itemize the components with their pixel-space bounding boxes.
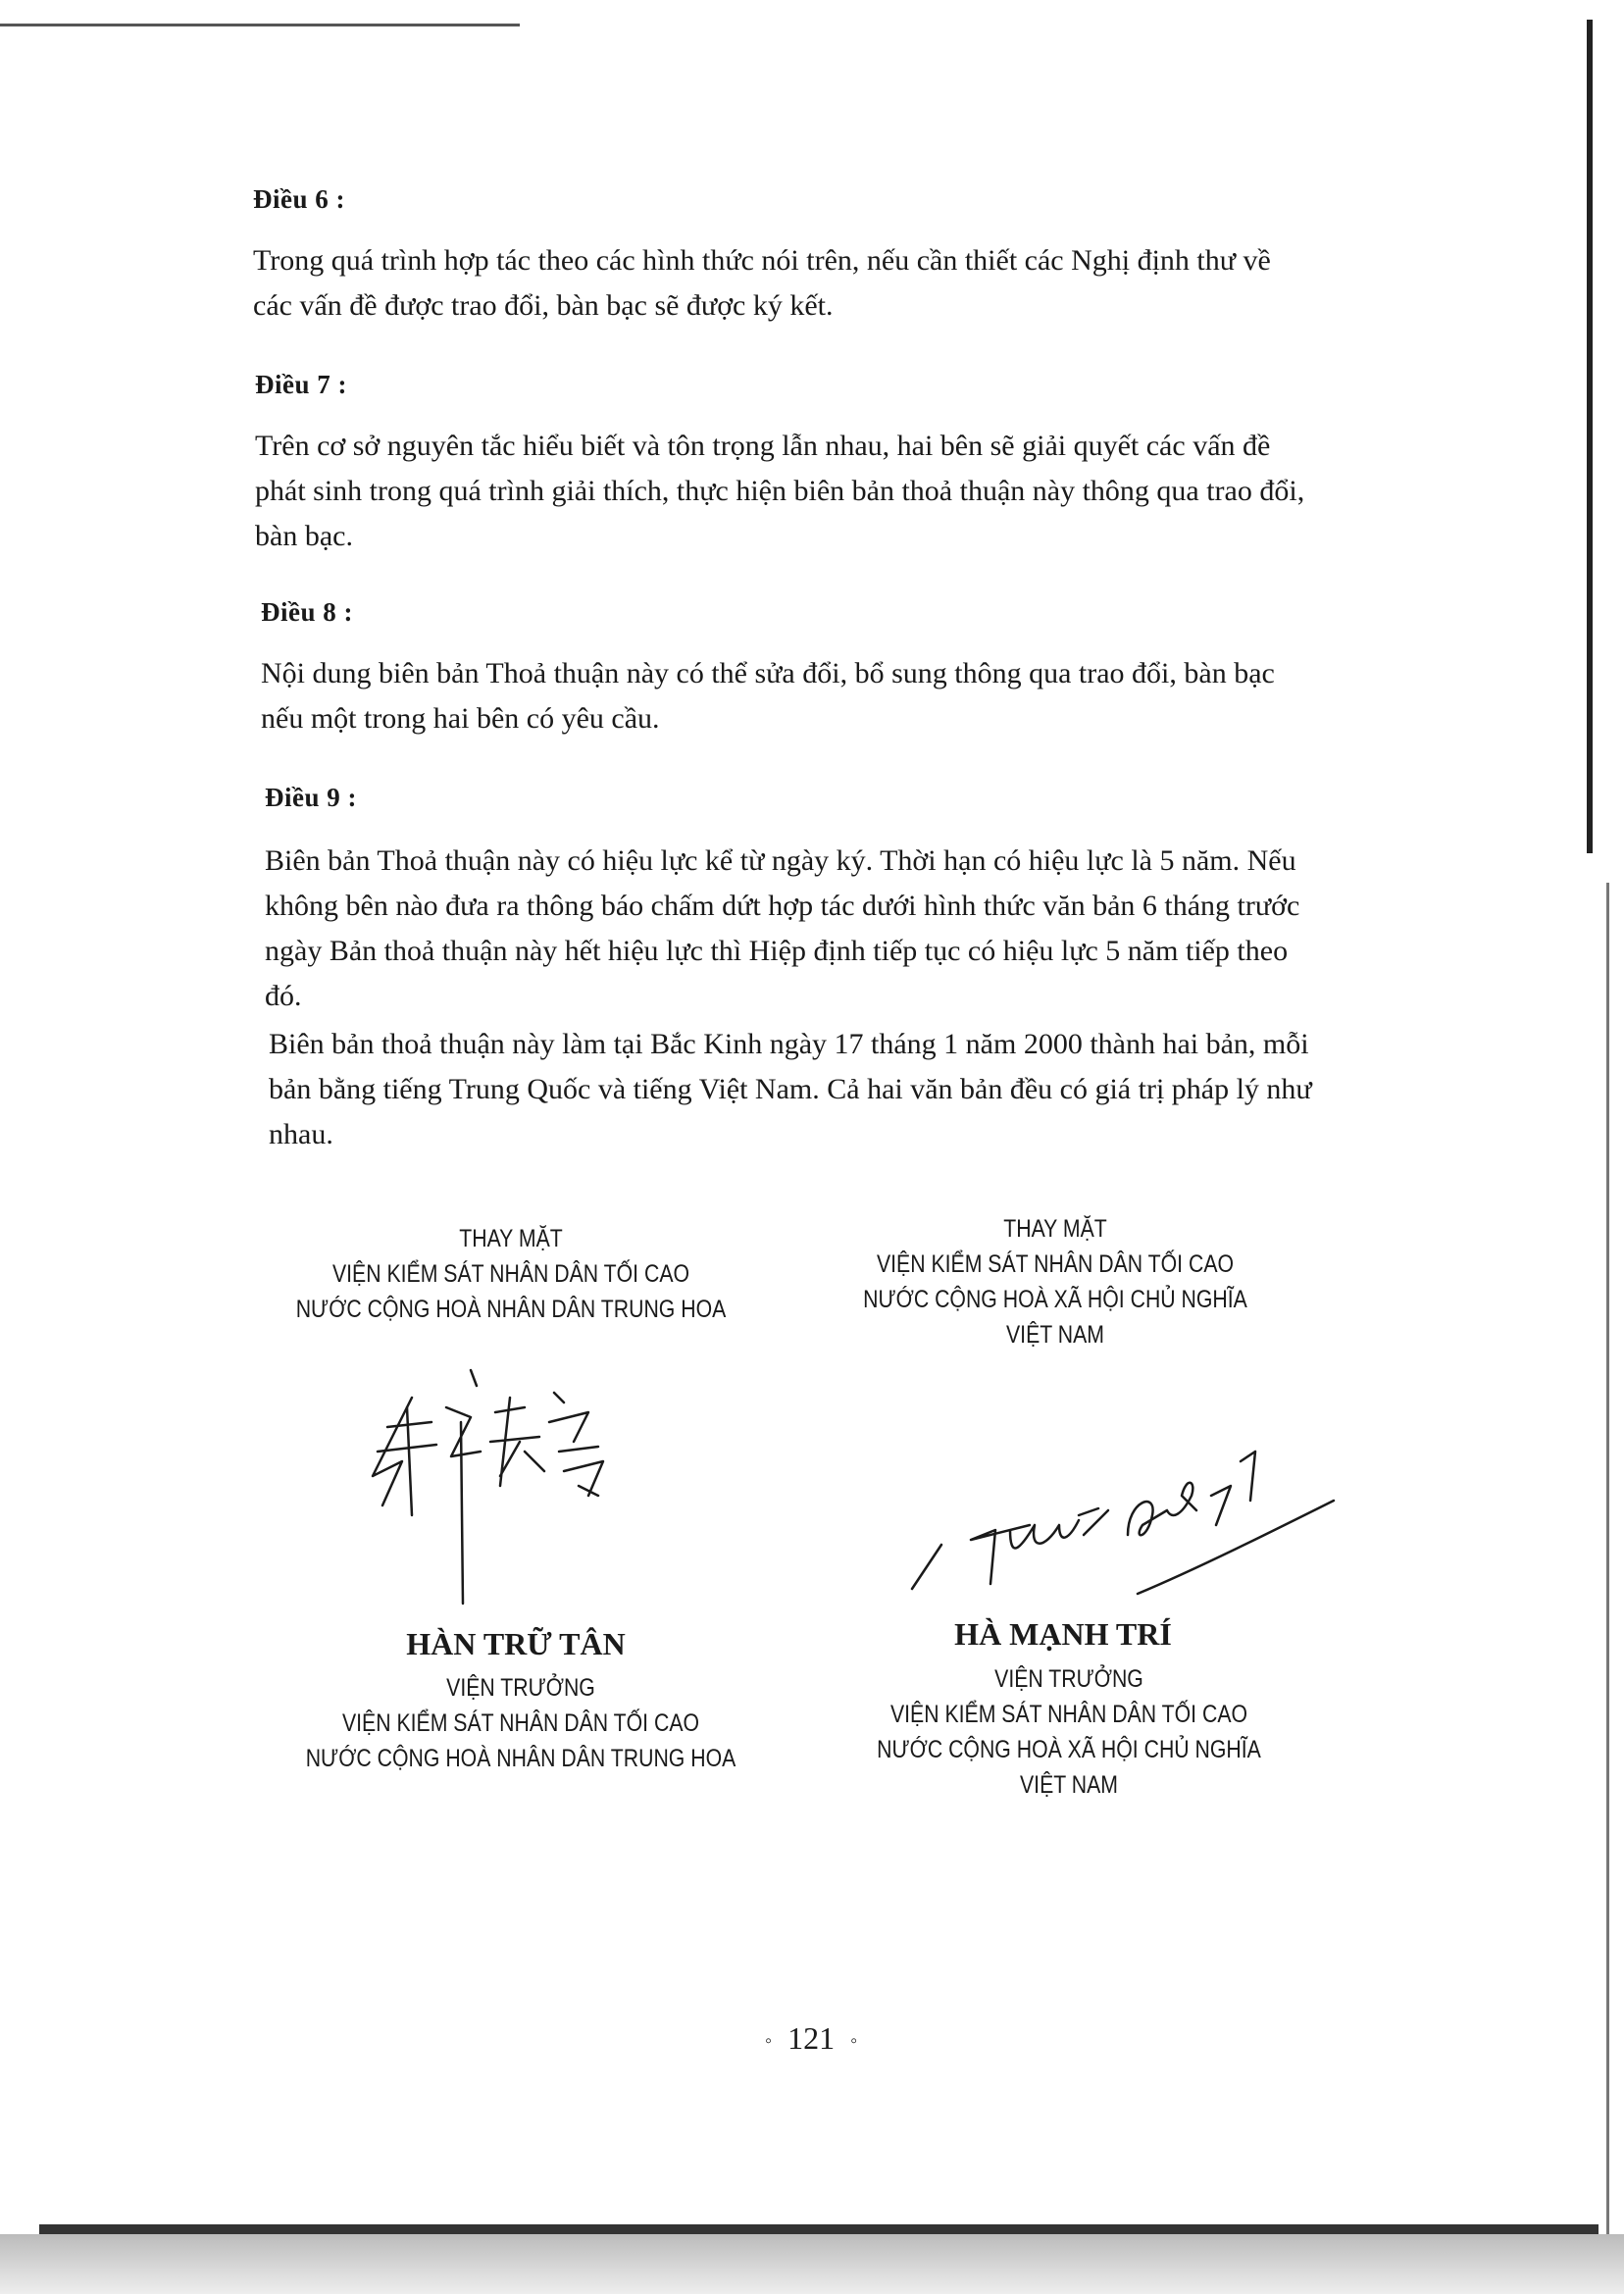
scan-right-edge — [1587, 20, 1593, 853]
right-signatory-header — [805, 1211, 1305, 1352]
right-header-line-4: VIỆT NAM — [1006, 1321, 1104, 1349]
page-number: 121 — [787, 2020, 836, 2056]
scan-bottom-shadow — [0, 2234, 1624, 2294]
left-signer-name: HÀN TRỮ TÂN — [406, 1626, 626, 1661]
left-signer-title — [271, 1670, 771, 1776]
right-title-line-3: NƯỚC CỘNG HOÀ XÃ HỘI CHỦ NGHĨA — [877, 1736, 1261, 1763]
left-title-line-3: NƯỚC CỘNG HOÀ NHÂN DÂN TRUNG HOA — [305, 1745, 736, 1772]
right-handwritten-signature — [902, 1422, 1353, 1608]
article-6-paragraph: Trong quá trình hợp tác theo các hình thức nói trên, nếu cần thiết các Nghị định thư về các vấn đề được trao đổi, bàn bạc sẽ được ký kết. — [253, 244, 1271, 322]
page-number-mark-left: ◦ — [765, 2030, 773, 2053]
page-number-footer — [765, 2020, 857, 2057]
left-signatory-header — [261, 1221, 761, 1327]
scan-bottom-edge — [39, 2224, 1599, 2234]
left-header-line-1: THAY MẶT — [459, 1225, 563, 1252]
article-8-paragraph: Nội dung biên bản Thoả thuận này có thể sửa đổi, bổ sung thông qua trao đổi, bàn bạc nếu một trong hai bên có yêu cầu. — [261, 657, 1275, 735]
right-signer-title — [819, 1661, 1319, 1803]
article-7-paragraph: Trên cơ sở nguyên tắc hiểu biết và tôn trọng lẫn nhau, hai bên sẽ giải quyết các vấn đề phát sinh trong quá trình giải thích, thực hiện biên bản thoả thuận này thông qua trao đổi, bàn bạc. — [255, 430, 1305, 552]
left-header-line-2: VIỆN KIỂM SÁT NHÂN DÂN TỐI CAO — [331, 1260, 690, 1288]
right-title-line-4: VIỆT NAM — [1020, 1771, 1118, 1799]
page-number-mark-right: ◦ — [850, 2030, 858, 2053]
right-header-line-2: VIỆN KIỂM SÁT NHÂN DÂN TỐI CAO — [876, 1250, 1235, 1278]
article-8-heading: Điều 8 : — [261, 597, 353, 627]
scan-top-line — [0, 24, 520, 26]
left-header-line-3: NƯỚC CỘNG HOÀ NHÂN DÂN TRUNG HOA — [295, 1296, 727, 1323]
right-signer-name: HÀ MẠNH TRÍ — [954, 1616, 1172, 1652]
right-title-line-1: VIỆN TRƯỞNG — [994, 1665, 1143, 1693]
article-6-heading: Điều 6 : — [253, 184, 345, 214]
scan-right-edge-lower — [1606, 883, 1609, 2256]
article-9-heading: Điều 9 : — [265, 783, 357, 812]
article-9-paragraph-1: Biên bản Thoả thuận này có hiệu lực kể từ ngày ký. Thời hạn có hiệu lực là 5 năm. Nếu không bên nào đưa ra thông báo chấm dứt hợp tác dưới hình thức văn bản 6 tháng trước ngày Bản thoả thuận này hết hiệu lực thì Hiệp định tiếp tục có hiệu lực 5 năm tiếp theo đó. — [265, 844, 1300, 1012]
right-title-line-2: VIỆN KIỂM SÁT NHÂN DÂN TỐI CAO — [889, 1701, 1248, 1728]
left-title-line-1: VIỆN TRƯỞNG — [446, 1674, 595, 1702]
right-header-line-3: NƯỚC CỘNG HOÀ XÃ HỘI CHỦ NGHĨA — [863, 1286, 1247, 1313]
article-7-heading: Điều 7 : — [255, 370, 347, 399]
article-9-paragraph-2: Biên bản thoả thuận này làm tại Bắc Kinh ngày 17 tháng 1 năm 2000 thành hai bản, mỗi bản bằng tiếng Trung Quốc và tiếng Việt Nam. Cả hai văn bản đều có giá trị pháp lý như nhau. — [269, 1028, 1312, 1150]
left-handwritten-signature — [353, 1368, 647, 1613]
left-title-line-2: VIỆN KIỂM SÁT NHÂN DÂN TỐI CAO — [341, 1709, 700, 1737]
right-header-line-1: THAY MẶT — [1003, 1215, 1107, 1243]
